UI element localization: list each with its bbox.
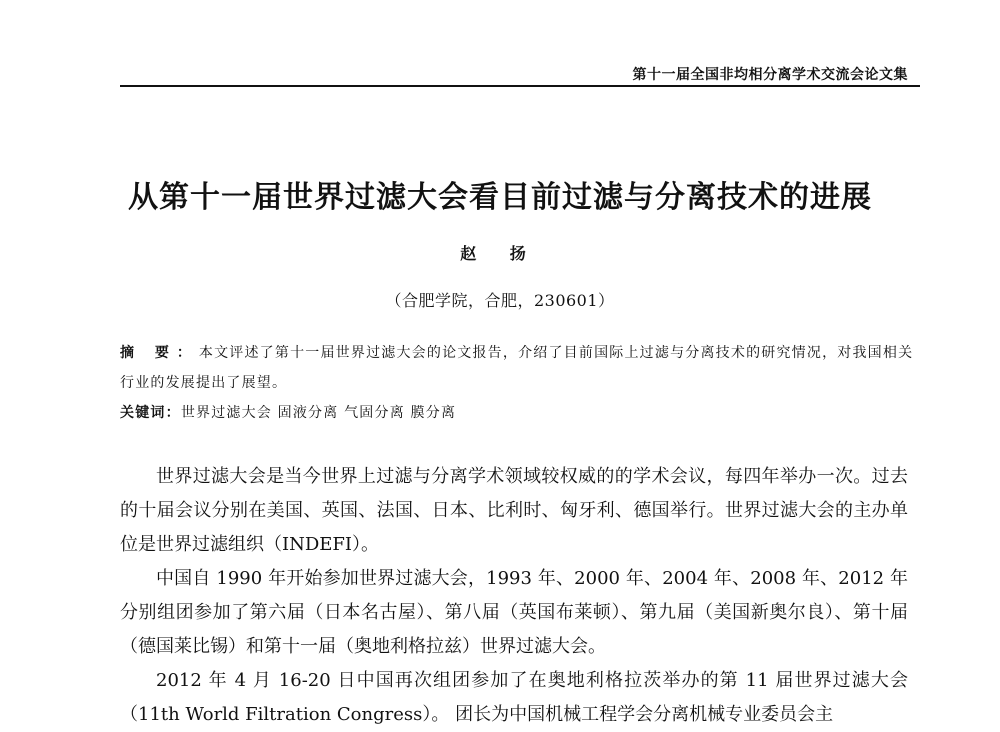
keywords-text: 世界过滤大会 固液分离 气固分离 膜分离 <box>180 405 457 421</box>
author-name: 赵 扬 <box>460 244 540 263</box>
body-text <box>120 460 908 732</box>
author-affiliation: （合肥学院，合肥，230601） <box>385 291 615 310</box>
abstract-text: 本文评述了第十一届世界过滤大会的论文报告，介绍了目前国际上过滤与分离技术的研究情况，对我国相关行业的发展提出了展望。 <box>120 345 914 391</box>
running-header: 第十一届全国非均相分离学术交流会论文集 <box>632 67 908 83</box>
body-paragraph: 中国自 1990 年开始参加世界过滤大会，1993 年、2000 年、2004 年、2008 年、2012 年分别组团参加了第六届（日本名古屋）、第八届（英国布莱顿）、第九届（美国新奥尔良）、第十届（德国莱比锡）和第十一届（奥地利格拉兹）世界过滤大会。 <box>120 568 908 657</box>
body-paragraph: 2012 年 4 月 16-20 日中国再次组团参加了在奥地利格拉茨举办的第 11 届世界过滤大会（11th World Filtration Congress）。 团长为中国机械工程学会分离机械专业委员会主 <box>120 670 908 725</box>
paper-title: 从第十一届世界过滤大会看目前过滤与分离技术的进展 <box>128 180 872 215</box>
keywords <box>120 402 920 422</box>
body-paragraph: 世界过滤大会是当今世界上过滤与分离学术领域较权威的的学术会议，每四年举办一次。过去的十届会议分别在美国、英国、法国、日本、比利时、匈牙利、德国举行。世界过滤大会的主办单位是世界过滤组织（INDEFI）。 <box>120 466 908 555</box>
keywords-label: 关键词： <box>120 405 181 421</box>
abstract <box>120 338 920 398</box>
abstract-label: 摘 要： <box>120 345 199 361</box>
header-rule <box>120 85 920 87</box>
